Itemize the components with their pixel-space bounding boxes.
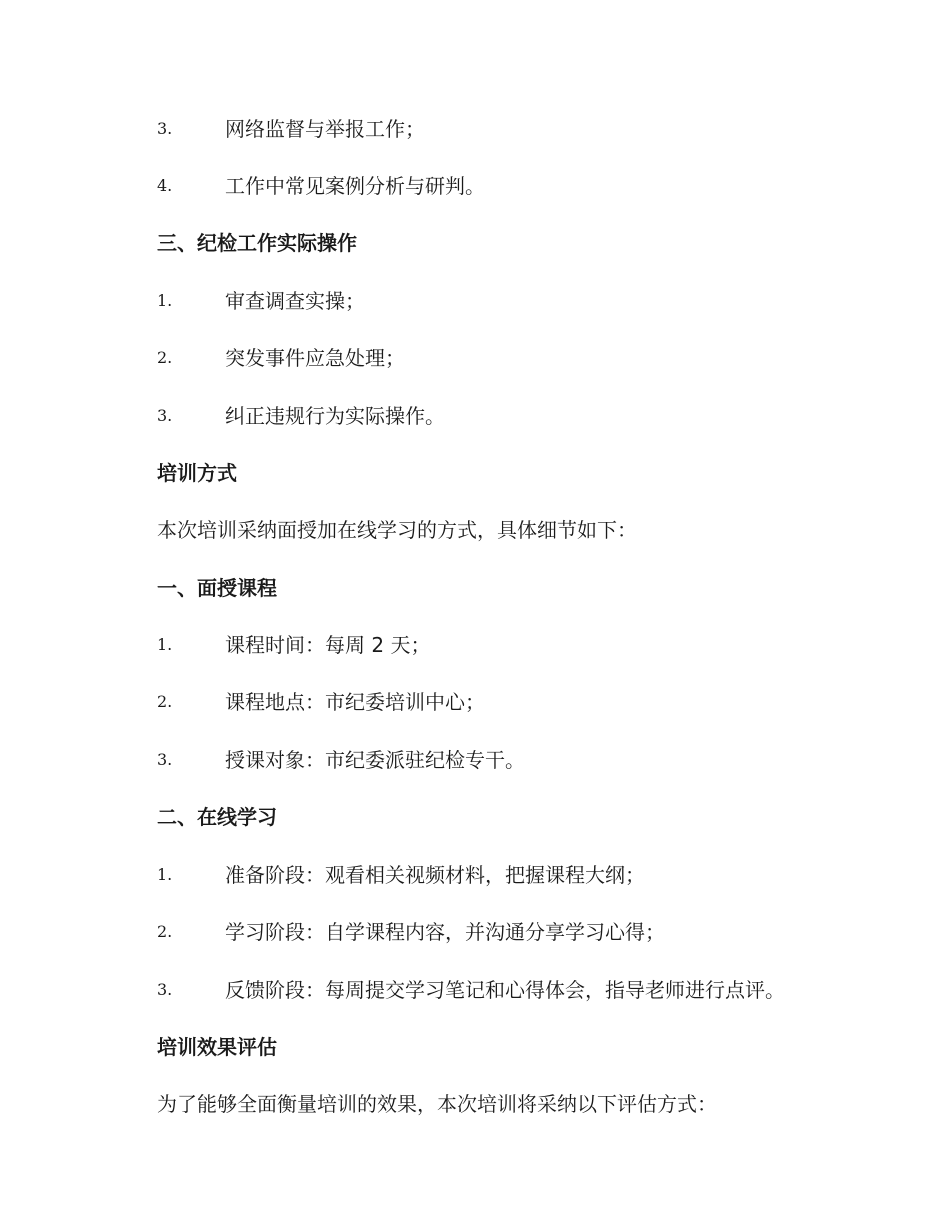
list-text: 反馈阶段：每周提交学习笔记和心得体会，指导老师进行点评。 <box>225 978 785 1002</box>
list-text: 授课对象：市纪委派驻纪检专干。 <box>225 748 525 772</box>
list-text: 课程地点：市纪委培训中心； <box>225 690 485 714</box>
paragraph: 本次培训采纳面授加在线学习的方式，具体细节如下： <box>157 518 637 542</box>
section-heading: 一、面授课程 <box>157 576 277 600</box>
section-heading: 培训效果评估 <box>157 1035 277 1059</box>
list-number: 2. <box>157 692 173 711</box>
list-text: 突发事件应急处理； <box>225 346 405 370</box>
paragraph: 为了能够全面衡量培训的效果，本次培训将采纳以下评估方式： <box>157 1092 717 1116</box>
list-text: 准备阶段：观看相关视频材料，把握课程大纲； <box>225 863 645 887</box>
list-number: 1. <box>157 865 173 884</box>
list-number: 3. <box>157 980 173 999</box>
list-text: 工作中常见案例分析与研判。 <box>225 174 485 198</box>
list-number: 4. <box>157 176 173 195</box>
list-number: 3. <box>157 119 173 138</box>
list-text: 网络监督与举报工作； <box>225 117 425 141</box>
list-number: 2. <box>157 348 173 367</box>
list-text: 审查调查实操； <box>225 289 365 313</box>
section-heading: 培训方式 <box>157 461 237 485</box>
list-number: 3. <box>157 750 173 769</box>
list-text: 学习阶段：自学课程内容，并沟通分享学习心得； <box>225 920 665 944</box>
list-text: 课程时间：每周 2 天； <box>225 633 431 657</box>
section-heading: 二、在线学习 <box>157 805 277 829</box>
list-number: 3. <box>157 406 173 425</box>
list-number: 2. <box>157 922 173 941</box>
list-number: 1. <box>157 291 173 310</box>
list-number: 1. <box>157 635 173 654</box>
section-heading: 三、纪检工作实际操作 <box>157 231 357 255</box>
list-text: 纠正违规行为实际操作。 <box>225 404 445 428</box>
